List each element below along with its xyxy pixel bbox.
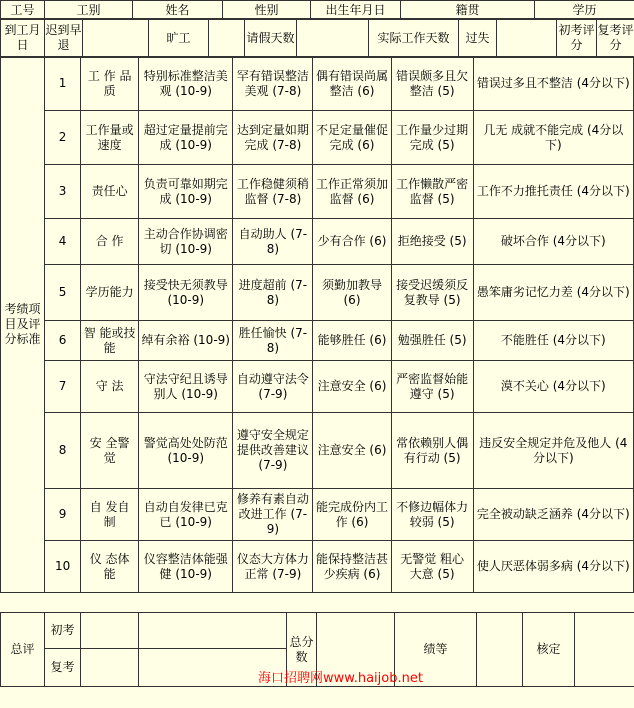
criteria-level: 主动合作协调密切 (10-9): [139, 219, 233, 265]
watermark: 海口招聘网www.haijob.net: [258, 671, 423, 686]
criteria-name: 自 发自 制: [81, 489, 139, 541]
criteria-level: 自动助人 (7-8): [233, 219, 313, 265]
criteria-level: 自动遵守法令 (7-9): [233, 361, 313, 413]
criteria-number: 6: [45, 321, 81, 361]
criteria-row: [1, 321, 634, 361]
header-cell: 姓名: [133, 1, 223, 20]
criteria-level: 错误过多且不整洁 (4分以下): [473, 57, 633, 111]
criteria-level: 超过定量提前完成 (10-9): [139, 111, 233, 165]
criteria-name: 仪 态体 能: [81, 541, 139, 593]
criteria-level: 严密监督始能遵守 (5): [391, 361, 473, 413]
header-cell: 初考评分: [557, 19, 597, 58]
criteria-level: 少有合作 (6): [313, 219, 391, 265]
criteria-level: 守法守纪且诱导别人 (10-9): [139, 361, 233, 413]
header-cell: 请假天数: [245, 19, 297, 58]
criteria-number: 2: [45, 111, 81, 165]
criteria-level: 胜任愉快 (7-8): [233, 321, 313, 361]
header-cell: 旷工: [149, 19, 209, 58]
empty-cell[interactable]: [497, 19, 557, 58]
criteria-level: 仪态大方体力正常 (7-9): [233, 541, 313, 593]
header-row-1: [0, 0, 634, 20]
empty-cell[interactable]: [297, 19, 369, 58]
total-score-label: 总分数: [287, 613, 317, 687]
empty-cell[interactable]: [83, 19, 149, 58]
criteria-level: 修养有素自动改进工作 (7-9): [233, 489, 313, 541]
criteria-level: 能保持整洁甚少疾病 (6): [313, 541, 391, 593]
criteria-level: 工作不力推托责任 (4分以下): [473, 165, 633, 219]
criteria-level: 达到定量如期完成 (7-8): [233, 111, 313, 165]
criteria-name: 智 能或技能: [81, 321, 139, 361]
criteria-level: 工作量少过期完成 (5): [391, 111, 473, 165]
criteria-level: 常依赖别人偶有行动 (5): [391, 413, 473, 489]
criteria-level: 接受快无须教导 (10-9): [139, 265, 233, 321]
criteria-row: [1, 541, 634, 593]
criteria-row: [1, 489, 634, 541]
criteria-number: 5: [45, 265, 81, 321]
criteria-level: 愚笨庸劣记忆力差 (4分以下): [473, 265, 633, 321]
criteria-row: [1, 57, 634, 111]
criteria-level: 工作懒散严密监督 (5): [391, 165, 473, 219]
header-cell: 到工月日: [1, 19, 45, 58]
criteria-level: 能完成份内工作 (6): [313, 489, 391, 541]
criteria-row: [1, 361, 634, 413]
criteria-name: 守 法: [81, 361, 139, 413]
criteria-level: 破坏合作 (4分以下): [473, 219, 633, 265]
criteria-level: 须勤加教导 (6): [313, 265, 391, 321]
review-label: 复考: [45, 649, 81, 687]
criteria-level: 罕有错误整洁美观 (7-8): [233, 57, 313, 111]
criteria-name: 责任心: [81, 165, 139, 219]
total-label: 总评: [1, 613, 45, 687]
criteria-level: 注意安全 (6): [313, 361, 391, 413]
criteria-level: 自动自发律已克已 (10-9): [139, 489, 233, 541]
criteria-level: 违反安全规定并危及他人 (4分以下): [473, 413, 633, 489]
empty-cell[interactable]: [209, 19, 245, 58]
criteria-level: 漠不关心 (4分以下): [473, 361, 633, 413]
empty-cell[interactable]: [139, 613, 287, 649]
criteria-level: 仪容整洁体能强健 (10-9): [139, 541, 233, 593]
criteria-level: 注意安全 (6): [313, 413, 391, 489]
criteria-level: 工作正常须加监督 (6): [313, 165, 391, 219]
header-cell: 工号: [1, 1, 45, 20]
criteria-row: [1, 165, 634, 219]
criteria-level: 勉强胜任 (5): [391, 321, 473, 361]
criteria-level: 不足定量催促完成 (6): [313, 111, 391, 165]
criteria-level: 工作稳健须稍监督 (7-8): [233, 165, 313, 219]
criteria-name: 工 作 品 质: [81, 57, 139, 111]
criteria-level: 完全被动缺乏涵养 (4分以下): [473, 489, 633, 541]
criteria-level: 不能胜任 (4分以下): [473, 321, 633, 361]
criteria-level: 警觉高处处防范 (10-9): [139, 413, 233, 489]
criteria-number: 10: [45, 541, 81, 593]
criteria-table: [0, 56, 634, 593]
header-cell: 籍贯: [401, 1, 535, 20]
criteria-number: 7: [45, 361, 81, 413]
grade-label: 绩等: [395, 613, 477, 687]
criteria-number: 4: [45, 219, 81, 265]
criteria-name: 合 作: [81, 219, 139, 265]
header-cell: 学历: [535, 1, 634, 20]
criteria-row: [1, 219, 634, 265]
empty-cell[interactable]: [477, 613, 523, 687]
approve-label: 核定: [523, 613, 575, 687]
empty-cell[interactable]: [81, 613, 139, 649]
criteria-level: 使人厌恶体弱多病 (4分以下): [473, 541, 633, 593]
side-label: 考绩项目及评分标准: [1, 57, 45, 593]
criteria-number: 3: [45, 165, 81, 219]
criteria-name: 学历能力: [81, 265, 139, 321]
header-cell: 过失: [459, 19, 497, 58]
criteria-name: 安 全警 觉: [81, 413, 139, 489]
criteria-number: 8: [45, 413, 81, 489]
header-cell: 迟到早退: [45, 19, 83, 58]
initial-label: 初考: [45, 613, 81, 649]
criteria-level: 不修边幅体力较弱 (5): [391, 489, 473, 541]
header-cell: 工别: [45, 1, 133, 20]
criteria-row: [1, 413, 634, 489]
header-cell: 性别: [223, 1, 311, 20]
header-row-2: [0, 18, 634, 58]
criteria-level: 能够胜任 (6): [313, 321, 391, 361]
criteria-level: 负责可靠如期完成 (10-9): [139, 165, 233, 219]
criteria-level: 接受迟缓须反复教导 (5): [391, 265, 473, 321]
criteria-level: 几无 成就不能完成 (4分以下): [473, 111, 633, 165]
criteria-level: 错误颇多且欠整洁 (5): [391, 57, 473, 111]
header-cell: 复考评分: [597, 19, 634, 58]
criteria-level: 偶有错误尚属整洁 (6): [313, 57, 391, 111]
criteria-level: 无警觉 粗心 大意 (5): [391, 541, 473, 593]
empty-cell[interactable]: [575, 613, 634, 687]
criteria-level: 特别标准整洁美观 (10-9): [139, 57, 233, 111]
header-cell: 出生年月日: [311, 1, 401, 20]
criteria-name: 工作量或速度: [81, 111, 139, 165]
criteria-row: [1, 265, 634, 321]
header-cell: 实际工作天数: [369, 19, 459, 58]
criteria-level: 遵守安全规定提供改善建议 (7-9): [233, 413, 313, 489]
criteria-level: 进度超前 (7-8): [233, 265, 313, 321]
criteria-row: [1, 111, 634, 165]
criteria-level: 绰有余裕 (10-9): [139, 321, 233, 361]
criteria-number: 9: [45, 489, 81, 541]
empty-cell[interactable]: [81, 649, 139, 687]
criteria-level: 拒绝接受 (5): [391, 219, 473, 265]
criteria-number: 1: [45, 57, 81, 111]
